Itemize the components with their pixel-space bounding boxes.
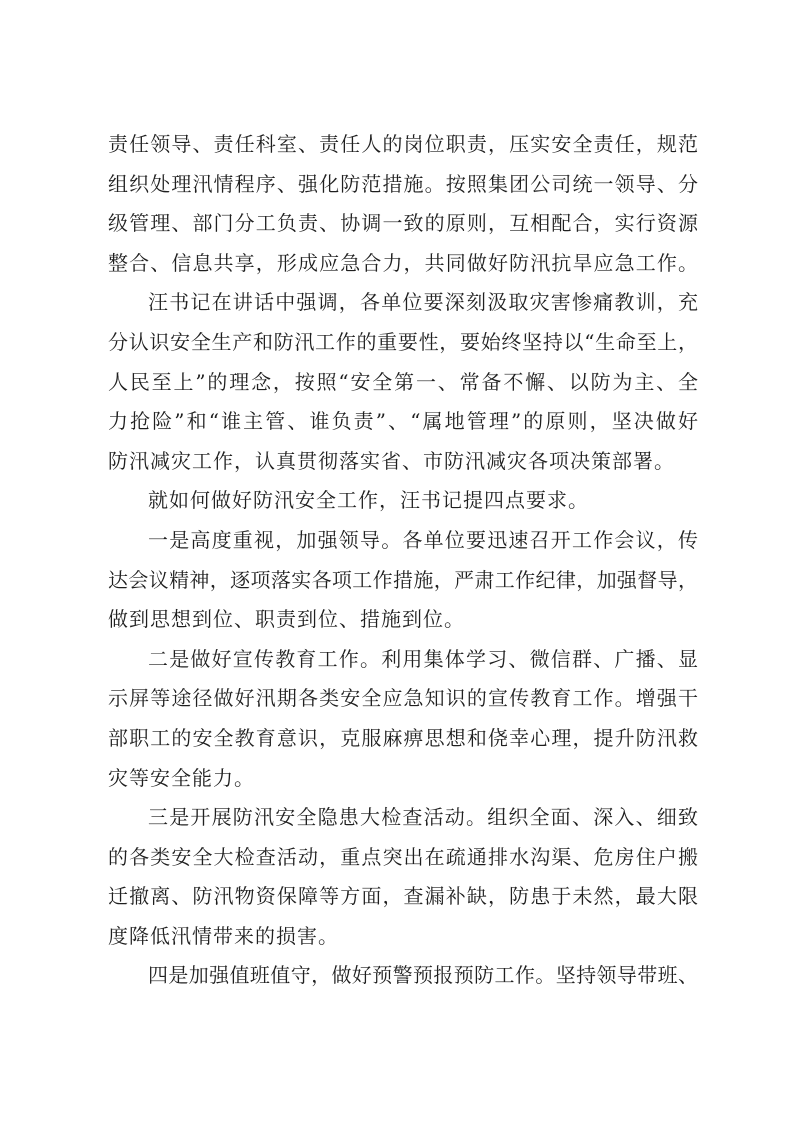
text-line: 汪书记在讲话中强调，各单位要深刻汲取灾害惨痛教训，充 (148, 290, 698, 315)
text-line: 组织处理汛情程序、强化防范措施。按照集团公司统一领导、分 (108, 171, 698, 196)
paragraph (108, 956, 698, 996)
text-line: 人民至上”的理念，按照“安全第一、常备不懈、以防为主、全 (108, 369, 698, 394)
text-line: 一是高度重视，加强领导。各单位要迅速召开工作会议，传 (148, 527, 698, 552)
text-line: 达会议精神，逐项落实各项工作措施，严肃工作纪律，加强督导， (108, 567, 698, 592)
text-line: 三是开展防汛安全隐患大检查活动。组织全面、深入、细致 (148, 805, 698, 830)
paragraph (108, 521, 698, 640)
text-line: 的各类安全大检查活动，重点突出在疏通排水沟渠、危房住户搬 (108, 844, 698, 869)
text-line: 就如何做好防汛安全工作，汪书记提四点要求。 (148, 488, 589, 513)
text-line: 分认识安全生产和防汛工作的重要性，要始终坚持以“生命至上， (108, 329, 698, 354)
text-line: 责任领导、责任科室、责任人的岗位职责，压实安全责任，规范 (108, 132, 698, 156)
text-line: 防汛减灾工作，认真贯彻落实省、市防汛减灾各项决策部署。 (108, 448, 675, 473)
text-line: 二是做好宣传教育工作。利用集体学习、微信群、广播、显 (148, 646, 698, 671)
text-line: 四是加强值班值守，做好预警预报预防工作。坚持领导带班、 (148, 963, 698, 988)
text-line: 部职工的安全教育意识，克服麻痹思想和侥幸心理，提升防汛救 (108, 725, 698, 750)
paragraph (108, 283, 698, 481)
document-text-block (108, 125, 698, 996)
text-line: 度降低汛情带来的损害。 (108, 923, 339, 948)
text-line: 示屏等途径做好汛期各类安全应急知识的宣传教育工作。增强干 (108, 686, 698, 711)
text-line: 级管理、部门分工负责、协调一致的原则，互相配合，实行资源 (108, 211, 698, 236)
paragraph (108, 798, 698, 956)
paragraph (108, 125, 698, 283)
text-line: 做到思想到位、职责到位、措施到位。 (108, 607, 465, 632)
text-line: 灾等安全能力。 (108, 765, 255, 790)
paragraph (108, 640, 698, 798)
paragraph (108, 481, 698, 521)
text-line: 整合、信息共享，形成应急合力，共同做好防汛抗旱应急工作。 (108, 250, 698, 275)
text-line: 力抢险”和“谁主管、谁负责”、“属地管理”的原则，坚决做好 (108, 409, 698, 434)
text-line: 迁撤离、防汛物资保障等方面，查漏补缺，防患于未然，最大限 (108, 884, 698, 909)
